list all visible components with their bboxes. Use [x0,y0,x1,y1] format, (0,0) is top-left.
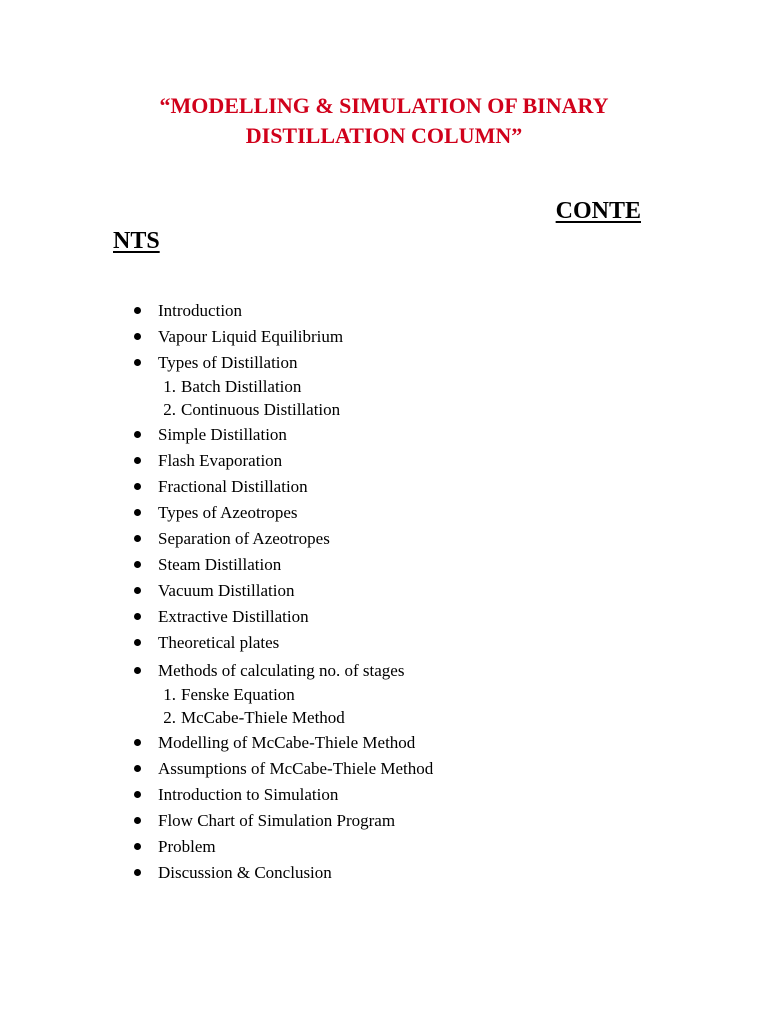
toc-sub-item [163,707,345,729]
toc-item [158,606,309,628]
toc-sub-item-number: 2. [163,400,176,419]
bullet-icon [134,843,141,850]
toc-item [158,836,216,858]
toc-item-label: Introduction to Simulation [158,785,339,804]
toc-item [158,424,287,446]
toc-item-label: Modelling of McCabe-Thiele Method [158,733,416,752]
toc-sub-item [163,684,295,706]
toc-item-label: Types of Azeotropes [158,503,298,522]
toc-item [158,450,282,472]
toc-item-label: Simple Distillation [158,425,287,444]
bullet-icon [134,483,141,490]
toc-item-label: Flow Chart of Simulation Program [158,811,396,830]
bullet-icon [134,869,141,876]
toc-item [158,810,395,832]
bullet-icon [134,739,141,746]
toc-item-label: Fractional Distillation [158,477,308,496]
toc-item [158,554,281,576]
bullet-icon [134,333,141,340]
toc-sub-item [163,399,341,421]
bullet-icon [134,431,141,438]
bullet-icon [134,765,141,772]
bullet-icon [134,667,141,674]
bullet-icon [134,535,141,542]
toc-item [158,862,332,884]
bullet-icon [134,791,141,798]
toc-item-label: Introduction [158,301,243,320]
toc-item [158,660,404,682]
toc-item-label: Vapour Liquid Equilibrium [158,327,344,346]
toc-item [158,632,279,654]
toc-item-label: Separation of Azeotropes [158,529,330,548]
toc-item [158,502,298,524]
toc-item [158,300,242,322]
toc-item [158,352,298,374]
toc-sub-item [163,376,302,398]
toc-item [158,732,415,754]
toc-item [158,784,338,806]
toc-item [158,326,343,348]
toc-item-label: Discussion & Conclusion [158,863,332,882]
toc-item [158,528,330,550]
toc-item-label: Flash Evaporation [158,451,283,470]
toc-item-label: Problem [158,837,216,856]
document-title-line-2: DISTILLATION COLUMN” [245,123,523,148]
toc-item-label: Continuous Distillation [181,400,341,419]
toc-item-label: Vacuum Distillation [158,581,295,600]
bullet-icon [134,457,141,464]
toc-item-label: McCabe-Thiele Method [181,708,345,727]
bullet-icon [134,509,141,516]
bullet-icon [134,613,141,620]
bullet-icon [134,587,141,594]
toc-item-label: Assumptions of McCabe-Thiele Method [158,759,434,778]
bullet-icon [134,561,141,568]
toc-item-label: Batch Distillation [181,377,302,396]
toc-sub-item-number: 1. [163,377,176,396]
toc-item-label: Fenske Equation [181,685,295,704]
toc-item [158,580,294,602]
toc-item-label: Extractive Distillation [158,607,309,626]
bullet-icon [134,817,141,824]
contents-heading-part-2: NTS [113,228,160,254]
bullet-icon [134,359,141,366]
toc-item-label: Theoretical plates [158,633,280,652]
toc-item [158,758,433,780]
toc-item-label: Methods of calculating no. of stages [158,661,405,680]
toc-item [158,476,308,498]
bullet-icon [134,639,141,646]
bullet-icon [134,307,141,314]
toc-item-label: Steam Distillation [158,555,282,574]
toc-sub-item-number: 1. [163,685,176,704]
toc-item-label: Types of Distillation [158,353,298,372]
toc-sub-item-number: 2. [163,708,176,727]
contents-heading-part-1: CONTE [555,198,641,224]
document-title-line-1: “MODELLING & SIMULATION OF BINARY [159,93,609,118]
